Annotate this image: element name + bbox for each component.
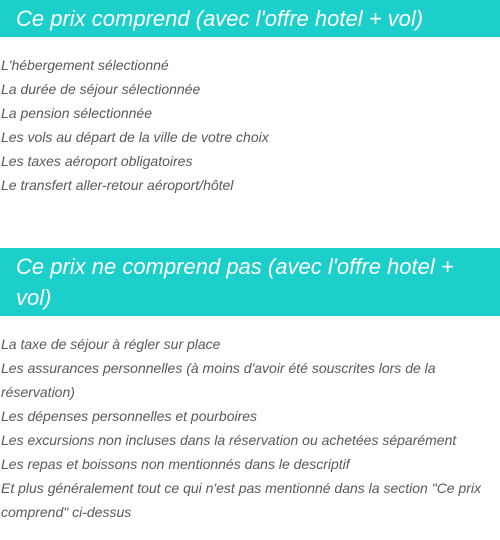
excluded-item: Les dépenses personnelles et pourboires [1,408,258,424]
excluded-item: Les assurances personnelles (à moins d'avoir été souscrites lors de la réservation) [1,360,436,400]
excluded-item: La taxe de séjour à régler sur place [1,336,221,352]
included-section-title: Ce prix comprend (avec l'offre hotel + vol) [0,0,500,37]
excluded-items-list [0,332,492,524]
included-item: Les vols au départ de la ville de votre choix [1,129,269,145]
excluded-item: Et plus généralement tout ce qui n'est pas mentionné dans la section "Ce prix comprend" ci-dessus [1,480,482,520]
included-item: Les taxes aéroport obligatoires [1,153,193,169]
excluded-item: Les excursions non incluses dans la réservation ou achetées séparément [1,432,457,448]
included-item: La pension sélectionnée [1,105,153,121]
included-item: L'hébergement sélectionné [1,57,169,73]
included-item: La durée de séjour sélectionnée [1,81,201,97]
excluded-item: Les repas et boissons non mentionnés dans le descriptif [1,456,350,472]
included-item: Le transfert aller-retour aéroport/hôtel [1,177,234,193]
excluded-section-title: Ce prix ne comprend pas (avec l'offre hotel + vol) [0,248,500,316]
included-items-list [0,53,492,197]
